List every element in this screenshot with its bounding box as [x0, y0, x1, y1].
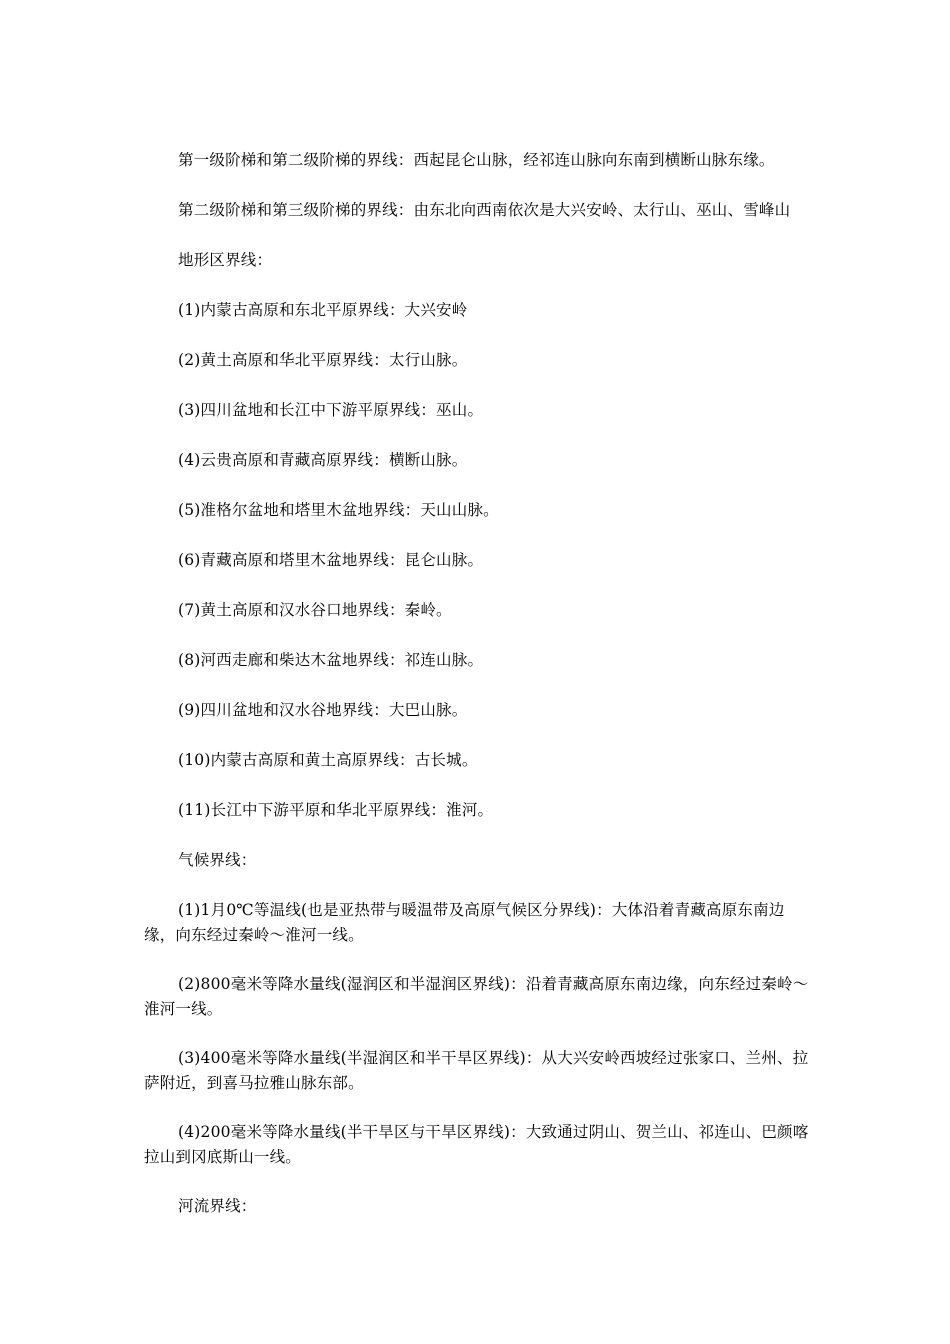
paragraph-step-boundary-1: 第一级阶梯和第二级阶梯的界线：西起昆仑山脉，经祁连山脉向东南到横断山脉东缘。: [178, 151, 775, 169]
list-item-climate-4: (4)200毫米等降水量线(半干旱区与干旱区界线)：大致通过阴山、贺兰山、祁连山、巴颜喀拉山到冈底斯山一线。: [144, 1123, 809, 1166]
paragraph-step-boundary-2: 第二级阶梯和第三级阶梯的界线：由东北向西南依次是大兴安岭、太行山、巫山、雪峰山: [178, 201, 791, 219]
list-item-landform-9: (9)四川盆地和汉水谷地界线：大巴山脉。: [178, 701, 468, 719]
list-item-landform-6: (6)青藏高原和塔里木盆地界线：昆仑山脉。: [178, 551, 484, 569]
heading-landform-boundaries: 地形区界线：: [178, 251, 273, 269]
heading-climate-boundaries: 气候界线：: [178, 851, 257, 869]
list-item-landform-3: (3)四川盆地和长江中下游平原界线：巫山。: [178, 401, 484, 419]
list-item-climate-1: (1)1月0℃等温线(也是亚热带与暖温带及高原气候区分界线)：大体沿着青藏高原东南边缘，向东经过秦岭～淮河一线。: [144, 901, 785, 944]
heading-river-boundaries: 河流界线：: [178, 1197, 257, 1215]
document-body: [144, 148, 810, 1244]
list-item-landform-11: (11)长江中下游平原和华北平原界线：淮河。: [178, 801, 494, 819]
list-item-landform-8: (8)河西走廊和柴达木盆地界线：祁连山脉。: [178, 651, 484, 669]
list-item-landform-4: (4)云贵高原和青藏高原界线：横断山脉。: [178, 451, 468, 469]
list-item-landform-5: (5)准格尔盆地和塔里木盆地界线：天山山脉。: [178, 501, 499, 519]
list-item-landform-7: (7)黄土高原和汉水谷口地界线：秦岭。: [178, 601, 452, 619]
list-item-climate-2: (2)800毫米等降水量线(湿润区和半湿润区界线)：沿着青藏高原东南边缘，向东经过秦岭～淮河一线。: [144, 975, 809, 1018]
list-item-landform-1: (1)内蒙古高原和东北平原界线：大兴安岭: [178, 301, 468, 319]
list-item-landform-2: (2)黄土高原和华北平原界线：太行山脉。: [178, 351, 468, 369]
list-item-landform-10: (10)内蒙古高原和黄土高原界线：古长城。: [178, 751, 478, 769]
list-item-climate-3: (3)400毫米等降水量线(半湿润区和半干旱区界线)：从大兴安岭西坡经过张家口、兰州、拉萨附近，到喜马拉雅山脉东部。: [144, 1049, 809, 1092]
